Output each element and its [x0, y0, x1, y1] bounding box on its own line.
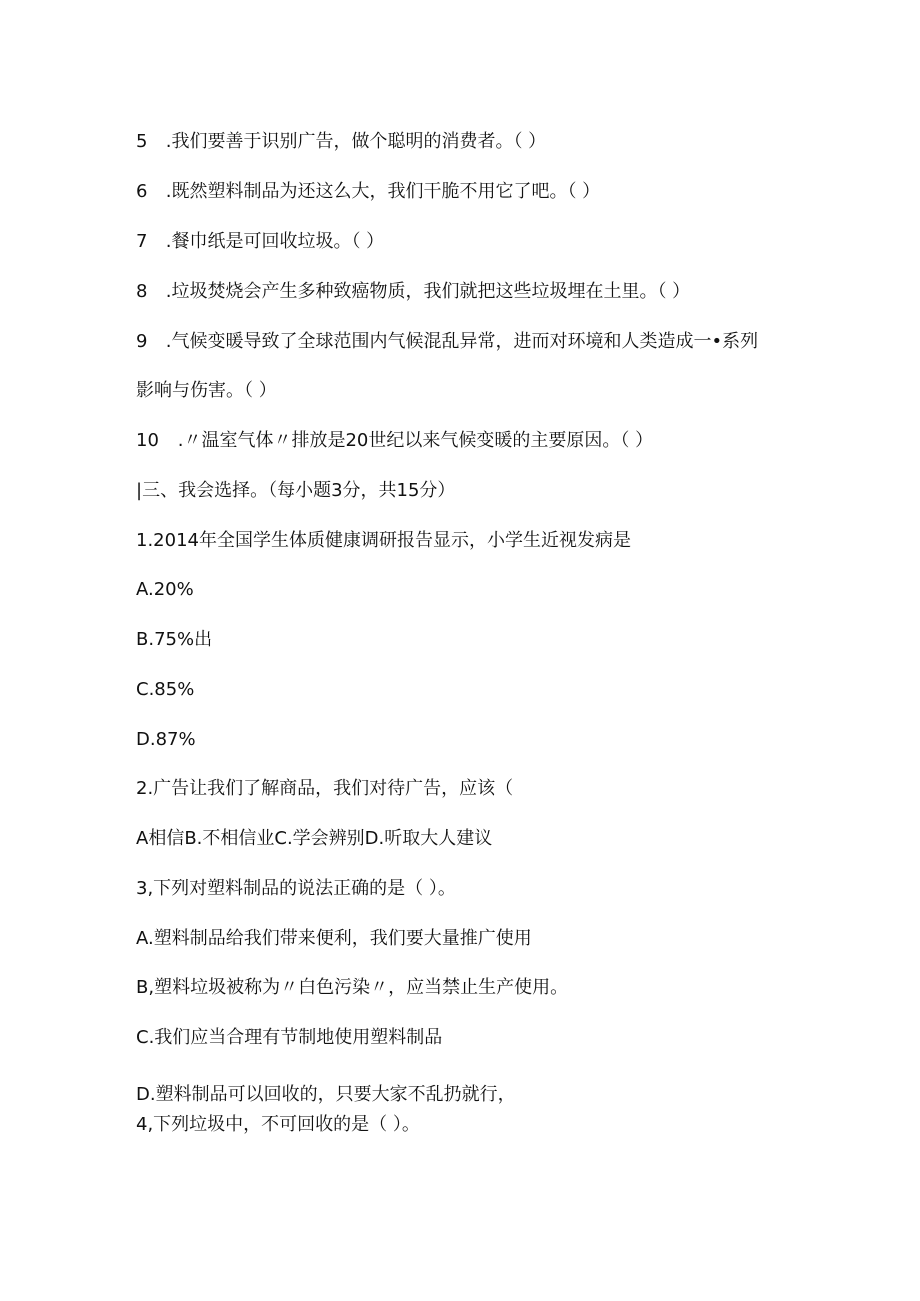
q2-stem: 2.广告让我们了解商品，我们对待广告，应该（	[136, 778, 514, 799]
q4-stem: 4,下列垃圾中，不可回收的是（ ）。	[136, 1114, 420, 1135]
item-text: .垃圾焚烧会产生多种致癌物质，我们就把这些垃圾埋在土里。（ ）	[165, 281, 691, 302]
item-text-continuation: 影响与伤害。（ ）	[136, 380, 277, 401]
item-number: 5	[136, 131, 148, 152]
judgement-item-9	[136, 330, 758, 354]
judgement-item-10	[136, 429, 653, 453]
item-text: .气候变暖导致了全球范围内气候混乱异常，进而对环境和人类造成一•系列	[165, 331, 759, 352]
q3-stem: 3,下列对塑料制品的说法正确的是（ ）。	[136, 878, 456, 899]
item-number: 6	[136, 181, 148, 202]
q3-option-b: B,塑料垃圾被称为〃白色污染〃，应当禁止生产使用。	[136, 977, 569, 998]
item-number: 9	[136, 331, 148, 352]
item-text: .我们要善于识别广告，做个聪明的消费者。（ ）	[165, 131, 547, 152]
q3-option-c: C.我们应当合理有节制地使用塑料制品	[136, 1027, 443, 1048]
item-text: .餐巾纸是可回收垃圾。（ ）	[165, 231, 385, 252]
q1-option-d: D.87%	[136, 729, 196, 750]
q1-stem: 1.2014年全国学生体质健康调研报告显示，小学生近视发病是	[136, 530, 631, 551]
judgement-item-7	[136, 230, 384, 254]
q3-option-d: D.塑料制品可以回收的，只要大家不乱扔就行，	[136, 1084, 516, 1105]
item-number: 10	[136, 430, 159, 451]
item-number: 8	[136, 281, 148, 302]
q1-option-b: B.75%出	[136, 629, 213, 650]
q3-option-a: A.塑料制品给我们带来便利，我们要大量推广使用	[136, 928, 532, 949]
item-number: 7	[136, 231, 148, 252]
judgement-item-6	[136, 180, 600, 204]
q1-option-c: C.85%	[136, 679, 195, 700]
judgement-item-5	[136, 130, 546, 154]
judgement-item-9-continuation	[136, 379, 277, 403]
judgement-item-8	[136, 280, 690, 304]
q2-options: A相信B.不相信业C.学会辨别D.听取大人建议	[136, 828, 493, 849]
item-text: .〃温室气体〃排放是20世纪以来气候变暖的主要原因。（ ）	[177, 430, 654, 451]
item-text: .既然塑料制品为还这么大，我们干脆不用它了吧。（ ）	[165, 181, 601, 202]
q1-option-a: A.20%	[136, 579, 194, 600]
section-heading: |三、我会选择。（每小题3分，共15分）	[136, 480, 456, 501]
